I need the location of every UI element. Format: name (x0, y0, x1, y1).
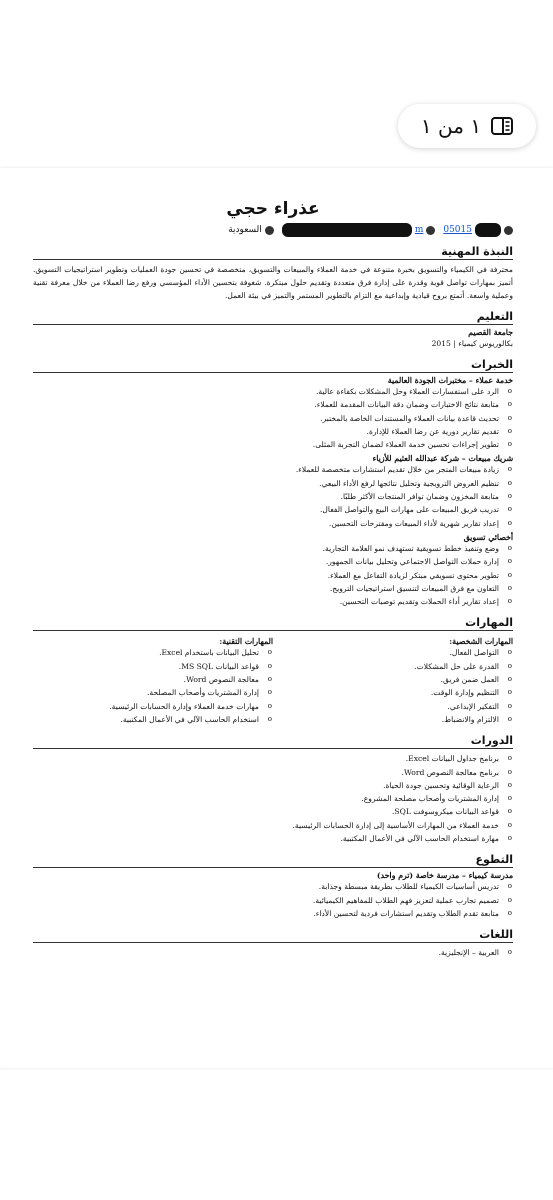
list-item: o متابعة المخزون وضمان توافر المنتجات الأكثر طلبًا. (33, 490, 499, 503)
list-item: o الرعاية الوقائية وتحسين جودة الحياة. (33, 779, 499, 792)
list-item: o تطوير إجراءات تحسين خدمة العملاء لضمان التجربة المثلى. (33, 438, 499, 451)
list-item: o تطوير محتوى تسويقي مبتكر لزيادة التفاعل مع العملاء. (33, 569, 499, 582)
list-item: o إدارة المشتريات وأصحاب مصلحة المشروع. (33, 792, 499, 805)
skills-technical-list (33, 646, 273, 726)
skills-technical-title: المهارات التقنية: (219, 637, 273, 647)
list-item: o قواعد البيانات MS SQL. (33, 660, 259, 673)
list-item: o الالتزام والانضباط. (273, 713, 499, 726)
list-item: o متابعة نتائج الاختبارات وضمان دقة البيانات المقدمة للعملاء. (33, 398, 499, 411)
contact-email[interactable] (282, 223, 436, 237)
location-pin-icon (265, 226, 274, 235)
list-item: o إعداد تقارير شهرية لأداء المبيعات ومقترحات التحسين. (33, 517, 499, 530)
list-item: o متابعة تقدم الطلاب وتقديم استشارات فردية لتحسين الأداء. (33, 907, 499, 920)
list-item: o استخدام الحاسب الآلي في الأعمال المكتبية. (33, 713, 259, 726)
list-item: o تدريس أساسيات الكيمياء للطلاب بطريقة مبسطة وجذابة. (33, 880, 499, 893)
job-title: خدمة عملاء – مختبرات الجودة العالمية (387, 376, 513, 385)
education-school: جامعة القصيم (468, 328, 513, 337)
list-item: o قواعد البيانات ميكروسوفت SQL. (33, 805, 499, 818)
job-duties-list (33, 542, 513, 608)
summary-text: محترفة في الكيمياء والتسويق بخبرة متنوعة في خدمة العملاء والمبيعات والتسويق، متخصصة في تحسين جودة العمليات وتطوير استراتيجيات التسويق. أتميز بمهارات تواصل قوية وقدرة على إدارة فرق متعددة وتقديم حلول مبتكرة. شغوفة بتحسين الأداء المؤسسي ورفع رضا العملاء من خلال معرفة تقنية وعملية واسعة. أتمتع بروح قيادية وإبداعية مع التزام بالتطوير المستمر والتميز في بيئة العمل. (33, 265, 513, 300)
redaction-mark (475, 223, 501, 237)
list-item: o الرد على استفسارات العملاء وحل المشكلات بكفاءة عالية. (33, 385, 499, 398)
list-item: o العمل ضمن فريق. (273, 673, 499, 686)
skills-columns (33, 634, 513, 726)
resume-name: عذراء حجي (226, 199, 320, 219)
email-link[interactable]: m (414, 225, 424, 235)
list-item: o معالجة النصوص Word. (33, 673, 259, 686)
contact-location (228, 225, 274, 235)
phone-icon (504, 226, 513, 235)
contact-row (33, 223, 513, 237)
list-item: o القدرة على حل المشكلات. (273, 660, 499, 673)
skills-personal-title: المهارات الشخصية: (449, 637, 513, 647)
section-title-education: التعليم (33, 310, 513, 325)
list-item: o التعاون مع فرق المبيعات لتنسيق استراتيجيات الترويج. (33, 582, 499, 595)
list-item: o التواصل الفعال. (273, 646, 499, 659)
list-item: o تحديث قاعدة بيانات العملاء والمستندات الخاصة بالمختبر. (33, 412, 499, 425)
section-title-experience: الخبرات (33, 358, 513, 373)
email-icon (426, 226, 435, 235)
skills-personal-list (273, 646, 513, 726)
list-item: o وضع وتنفيذ خطط تسويقية تستهدف نمو العلامة التجارية. (33, 542, 499, 555)
section-title-volunteer: التطوع (33, 853, 513, 868)
list-item: o تصميم تجارب عملية لتعزيز فهم الطلاب للمفاهيم الكيميائية. (33, 894, 499, 907)
list-item: o العربية – الإنجليزية. (33, 946, 499, 959)
job-duties-list (33, 463, 513, 529)
education-degree: بكالوريوس كيمياء | 2015 (431, 339, 513, 348)
redaction-mark (282, 223, 412, 237)
section-title-skills: المهارات (33, 616, 513, 631)
list-item: o زيادة مبيعات المتجر من خلال تقديم استشارات متخصصة للعملاء. (33, 463, 499, 476)
location-text: السعودية (228, 225, 262, 235)
list-item: o إدارة المشتريات وأصحاب المصلحة. (33, 686, 259, 699)
list-item: o إعداد تقارير أداء الحملات وتقديم توصيات التحسين. (33, 595, 499, 608)
job-duties-list (33, 385, 513, 451)
list-item: o مهارات خدمة العملاء وإدارة الحسابات الرئيسية. (33, 700, 259, 713)
languages-list (33, 946, 513, 959)
list-item: o إدارة حملات التواصل الاجتماعي وتحليل بيانات الجمهور. (33, 555, 499, 568)
skills-technical (33, 634, 273, 726)
list-item: o خدمة العملاء من المهارات الأساسية إلى إدارة الحسابات الرئيسية. (33, 819, 499, 832)
contact-phone[interactable] (443, 223, 513, 237)
list-item: o التنظيم وإدارة الوقت. (273, 686, 499, 699)
courses-list (33, 752, 513, 845)
job-title: أخصائي تسويق (463, 532, 513, 542)
list-item: o مهارة استخدام الحاسب الآلي في الأعمال المكتبية. (33, 832, 499, 845)
sidebar-toggle-icon (491, 117, 513, 135)
section-title-languages: اللغات (33, 928, 513, 943)
skills-personal (273, 634, 513, 726)
list-item: o تدريب فريق المبيعات على مهارات البيع والتواصل الفعال. (33, 503, 499, 516)
volunteer-list (33, 880, 513, 920)
section-title-courses: الدورات (33, 734, 513, 749)
list-item: o تقديم تقارير دورية عن رضا العملاء للإدارة. (33, 425, 499, 438)
list-item: o تنظيم العروض الترويجية وتحليل نتائجها لرفع الأداء البيعي. (33, 477, 499, 490)
list-item: o التفكير الإبداعي. (273, 700, 499, 713)
list-item: o برنامج معالجة النصوص Word. (33, 766, 499, 779)
list-item: o تحليل البيانات باستخدام Excel. (33, 646, 259, 659)
list-item: o برنامج جداول البيانات Excel. (33, 752, 499, 765)
job-title: شريك مبيعات – شركة عبدالله العثيم للأزياء (372, 454, 513, 464)
volunteer-role: مدرسة كيمياء – مدرسة خاصة (ترم واحد) (376, 871, 513, 881)
section-title-summary: النبذة المهنية (33, 245, 513, 260)
page-counter-text: ١ من ١ (420, 114, 482, 138)
page-counter[interactable] (398, 104, 536, 148)
resume-document (33, 185, 513, 960)
phone-link[interactable]: 05015 (443, 225, 472, 235)
